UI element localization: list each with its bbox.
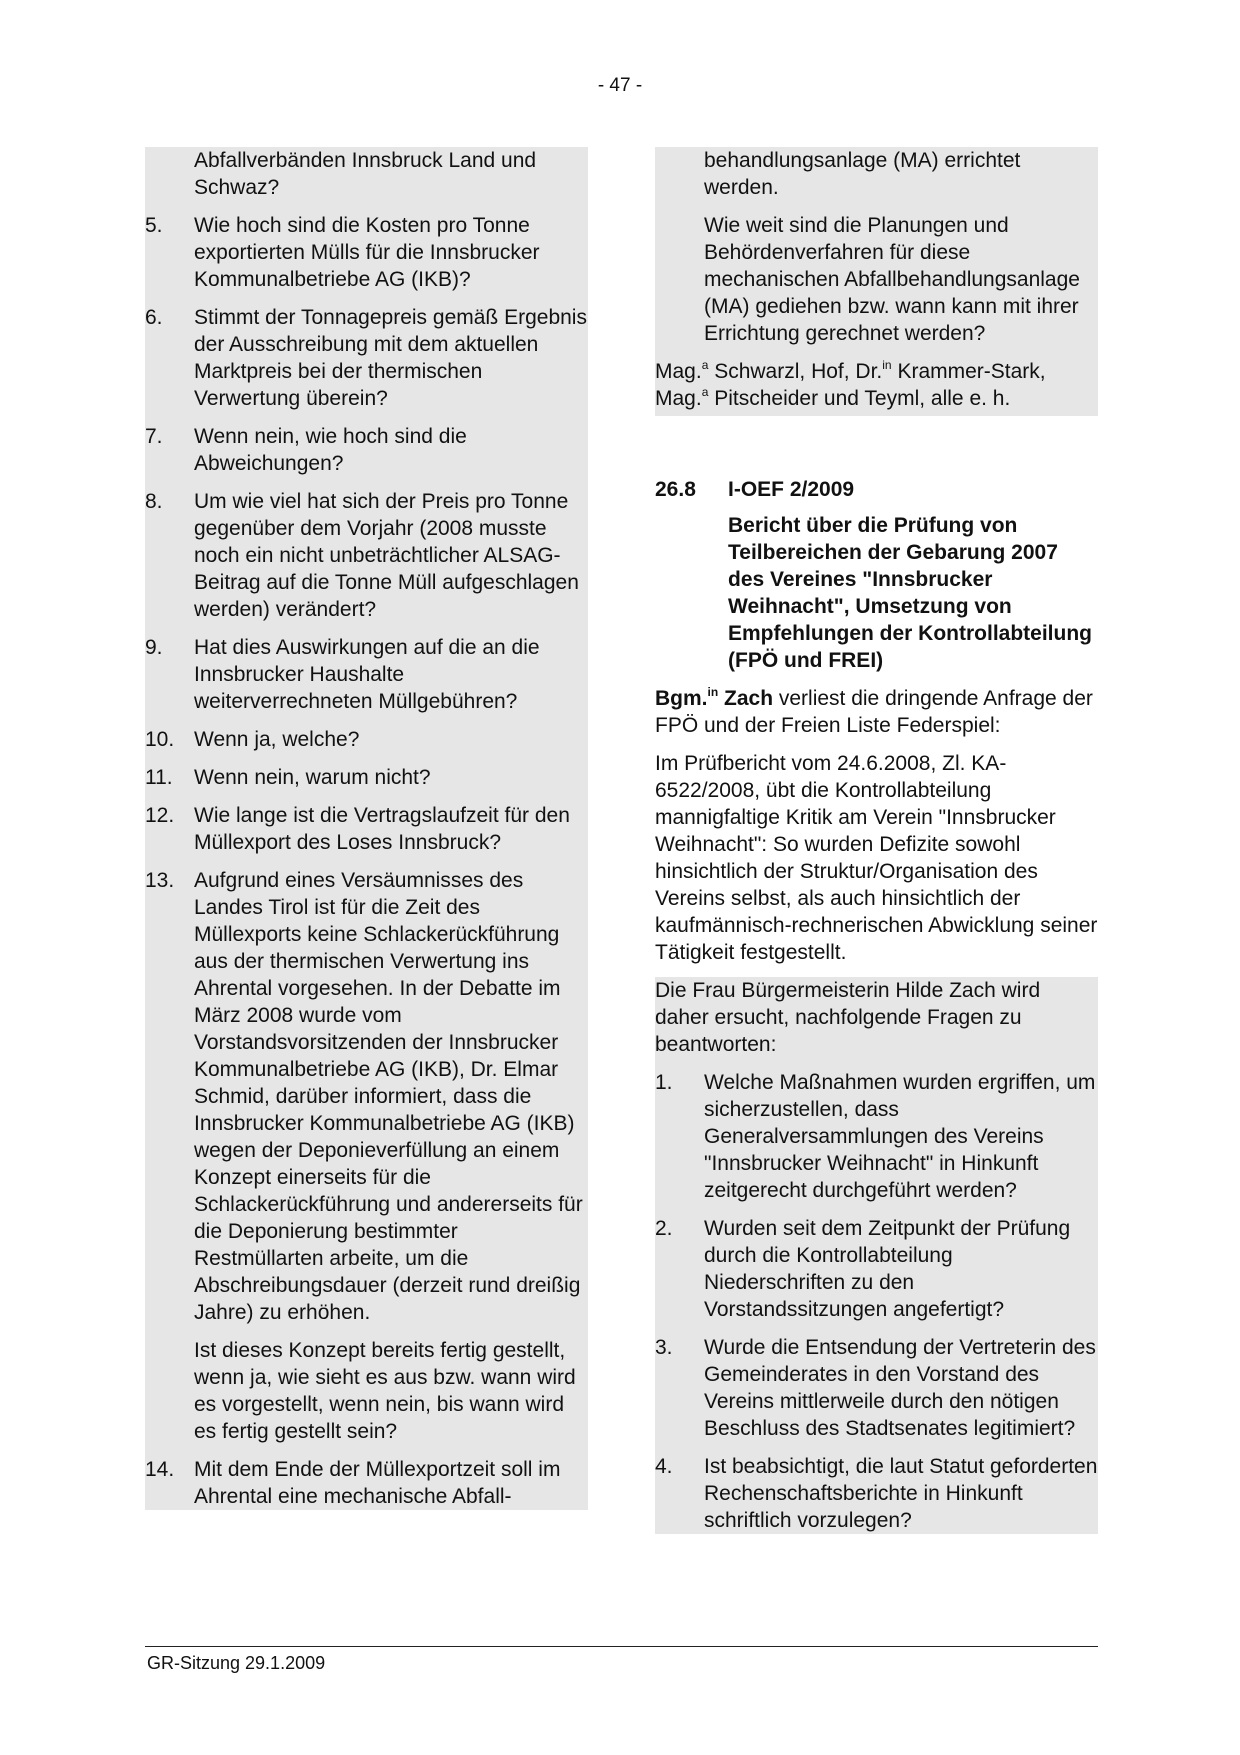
item-number: 7. (145, 425, 163, 448)
list-item (145, 423, 588, 477)
right-column (655, 147, 1098, 1534)
item-text: Stimmt der Tonnagepreis gemäß Ergebnis der Ausschreibung mit dem aktuellen Marktpreis bei der thermischen Verwertung überein? (194, 306, 587, 410)
questions-block (655, 977, 1098, 1534)
list-item (145, 304, 588, 412)
section-title: Bericht über die Prüfung von Teilbereichen der Gebarung 2007 des Vereines "Innsbrucker Weihnacht", Umsetzung von Empfehlungen der Kontrollabteilung (FPÖ und FREI) (728, 514, 1092, 672)
item-number: 6. (145, 306, 163, 329)
list-item (145, 867, 588, 1326)
list-item (145, 764, 588, 791)
item-text: Um wie viel hat sich der Preis pro Tonne gegenüber dem Vorjahr (2008 musste noch ein nicht unbeträchtlicher ALSAG-Beitrag auf die Tonne Müll aufgeschlagen werden) verändert? (194, 490, 579, 621)
intro-continuation: Abfallverbänden Innsbruck Land und Schwaz? (194, 149, 537, 199)
report-paragraph: Im Prüfbericht vom 24.6.2008, Zl. KA-6522/2008, übt die Kontrollabteilung mannigfaltige Kritik am Verein "Innsbrucker Weihnacht": So wurden Defizite sowohl hinsichtlich der Struktur/Organisation des Vereins selbst, als auch hinsichtlich der kaufmännisch-rechnerischen Abwicklung seiner Tätigkeit festgestellt. (655, 752, 1098, 964)
item-text: Wie hoch sind die Kosten pro Tonne exportierten Mülls für die Innsbrucker Kommunalbetriebe AG (IKB)? (194, 214, 540, 291)
item-number: 11. (145, 766, 173, 789)
list-item (655, 1215, 1098, 1323)
item13-followup: Ist dieses Konzept bereits fertig gestellt, wenn ja, wie sieht es aus bzw. wann wird es vorgestellt, wenn nein, bis wann wird es fertig gestellt sein? (194, 1339, 576, 1443)
item-number: 3. (655, 1336, 673, 1359)
question-text: Wie weit sind die Planungen und Behördenverfahren für diese mechanischen Abfallbehandlungsanlage (MA) gediehen bzw. wann kann mit ihrer Errichtung gerechnet werden? (704, 214, 1080, 345)
item-text: Wurde die Entsendung der Vertreterin des Gemeinderates in den Vorstand des Vereins mittlerweile durch den nötigen Beschluss des Stadtsenates legitimiert? (704, 1336, 1096, 1440)
item-number: 8. (145, 490, 163, 513)
item-number: 13. (145, 869, 175, 892)
item-text: Wurden seit dem Zeitpunkt der Prüfung durch die Kontrollabteilung Niederschriften zu den Vorstandssitzungen angefertigt? (704, 1217, 1071, 1321)
section-heading (655, 476, 1098, 503)
item-number: 1. (655, 1071, 673, 1094)
item-number: 14. (145, 1458, 175, 1481)
list-item (145, 212, 588, 293)
list-item (145, 488, 588, 623)
signers: Mag.$^a$ Schwarzl, Hof, Dr.$^{in}$ Krammer-Stark, Mag.$^a$ Pitscheider und Teyml, alle e. h. (655, 358, 1046, 410)
item-number: 12. (145, 804, 175, 827)
item-number: 10. (145, 728, 175, 751)
left-column (145, 147, 588, 1510)
spacer (655, 416, 1098, 476)
footer-text: GR-Sitzung 29.1.2009 (147, 1653, 326, 1673)
speaker-paragraph: Bgm.$^{in}$ Zach verliest die dringende Anfrage der FPÖ und der Freien Liste Federspiel: (655, 685, 1093, 737)
list-item (145, 802, 588, 856)
list-item (655, 1069, 1098, 1204)
item-text: Welche Maßnahmen wurden ergriffen, um sicherzustellen, dass Generalversammlungen des Vereins "Innsbrucker Weihnacht" in Hinkunft zeitgerecht durchgeführt werden? (704, 1071, 1096, 1202)
item-number: 5. (145, 214, 163, 237)
item-text: Ist beabsichtigt, die laut Statut geforderten Rechenschaftsberichte in Hinkunft schriftlich vorzulegen? (704, 1455, 1098, 1532)
list-item (145, 726, 588, 753)
list-item (655, 1334, 1098, 1442)
item-number: 9. (145, 636, 163, 659)
footer-divider (145, 1646, 1098, 1647)
item-text: Hat dies Auswirkungen auf die an die Innsbrucker Haushalte weiterverrechneten Müllgebühren? (194, 636, 540, 713)
list-item (145, 634, 588, 715)
item-number: 2. (655, 1217, 673, 1240)
request-intro: Die Frau Bürgermeisterin Hilde Zach wird daher ersucht, nachfolgende Fragen zu beantworten: (655, 979, 1041, 1056)
page-number: - 47 - (597, 75, 643, 96)
continued-question-block (655, 147, 1098, 416)
item-text: Wenn nein, warum nicht? (194, 766, 431, 789)
item-text: Mit dem Ende der Müllexportzeit soll im Ahrental eine mechanische Abfall- (194, 1458, 561, 1508)
continuation-text: behandlungsanlage (MA) errichtet werden. (704, 149, 1021, 199)
list-item (655, 1453, 1098, 1534)
item-text: Wenn ja, welche? (194, 728, 360, 751)
item-text: Aufgrund eines Versäumnisses des Landes Tirol ist für die Zeit des Müllexports keine Schlackerückführung aus der thermischen Verwertung ins Ahrental vorgesehen. In der Debatte im März 2008 wurde vom Vorstandsvorsitzenden der Innsbrucker Kommunalbetriebe AG (IKB), Dr. Elmar Schmid, darüber informiert, dass die Innsbrucker Kommunalbetriebe AG (IKB) wegen der Deponieverfüllung an einem Konzept einerseits für die Schlackerückführung und andererseits für die Deponierung bestimmter Restmüllarten arbeite, um die Abschreibungsdauer (derzeit rund dreißig Jahre) zu erhöhen. (194, 869, 583, 1324)
item-text: Wenn nein, wie hoch sind die Abweichungen? (194, 425, 467, 475)
section-code: I-OEF 2/2009 (728, 478, 855, 501)
list-item (145, 1456, 588, 1510)
item-number: 4. (655, 1455, 673, 1478)
section-number: 26.8 (655, 478, 696, 501)
item-text: Wie lange ist die Vertragslaufzeit für den Müllexport des Loses Innsbruck? (194, 804, 570, 854)
